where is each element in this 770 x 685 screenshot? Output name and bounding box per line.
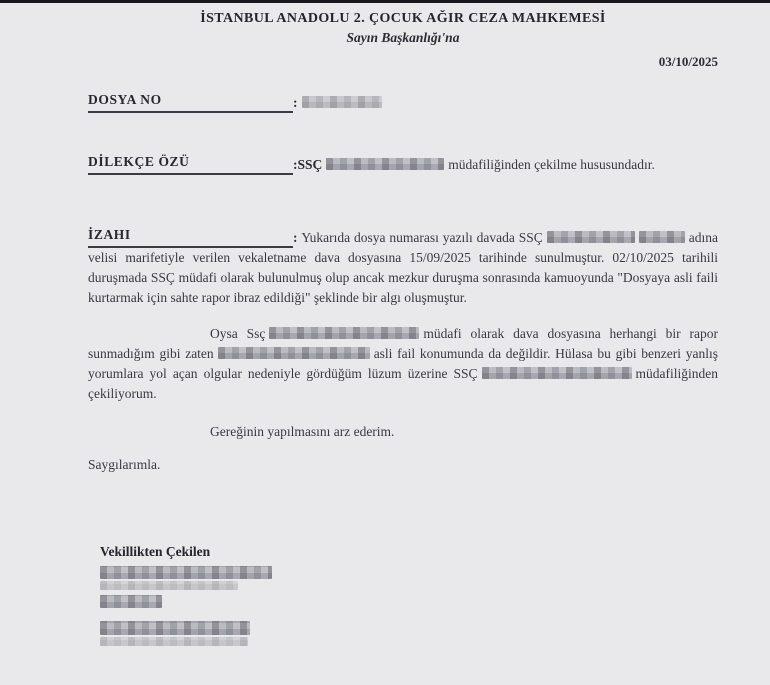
document-page [0,3,770,685]
subject-colon-prefix: :SSÇ [293,157,323,172]
p2-text-2: müdafi olarak dava dosyasına herhangi bir rapor sunmadığım gibi zaten [88,326,719,361]
redacted-name-3 [218,347,370,359]
p2-text-1: Oysa Ssç [210,326,266,341]
court-title: İSTANBUL ANADOLU 2. ÇOCUK AĞIR CEZA MAHKEMESİ [200,11,606,26]
redacted-signature-line-3 [100,621,250,635]
redacted-signature-line-1 [100,566,272,579]
explanation-text-1: Yukarıda dosya numarası yazılı davada SSÇ [301,230,543,245]
explanation-label: İZAHI [88,225,293,248]
redacted-signature-line-2 [100,595,162,608]
subject-row [88,152,718,175]
explanation-paragraph-1 [88,225,718,308]
redacted-signature-line-3b [100,637,248,646]
subject-label: DİLEKÇE ÖZÜ [88,152,293,175]
explanation-colon: : [293,230,302,245]
signature-block [100,542,718,646]
file-no-colon: : [293,95,298,110]
redacted-first-name [547,231,635,243]
letter-date: 03/10/2025 [658,54,718,69]
signature-title: Vekillikten Çekilen [100,544,211,559]
subject-text: müdafiliğinden çekilme hususundadır. [448,157,655,172]
redacted-name-2 [269,327,419,339]
closing-request: Gereğinin yapılmasını arz ederim. [210,424,395,439]
closing-regards: Saygılarımla. [88,457,161,472]
explanation-text-2: adına velisi marifetiyle verilen vekaletname dava dosyasına 15/09/2025 tarihinde sunulmuştur. 02/10/2025 tarihili duruşmada SSÇ müdafi olarak bulunulmuş olup ancak mezkur duruşma sonrasında kamuoyunda "Dosyaya asli faili kurtarmak için sahte rapor ibraz edildiği" şeklinde bir algı oluşmuştur. [88,230,719,305]
p2-text-3: asli fail konumunda da değildir. Hülasa bu gibi benzeri yanlış yorumlara yol açan olgular nedeniyle gördüğüm lüzum üzerine SSÇ [88,346,718,381]
redacted-name-4 [482,367,632,379]
salutation: Sayın Başkanlığı'na [346,30,460,45]
subject-redacted-name [326,158,444,170]
redacted-signature-line-1b [100,581,238,590]
explanation-paragraph-2 [88,324,718,404]
file-no-row [88,90,718,113]
file-no-redacted-value [302,96,382,108]
redacted-last-name [639,231,685,243]
p2-text-4: müdafiliğinden çekiliyorum. [88,366,718,401]
file-no-label: DOSYA NO [88,90,293,113]
